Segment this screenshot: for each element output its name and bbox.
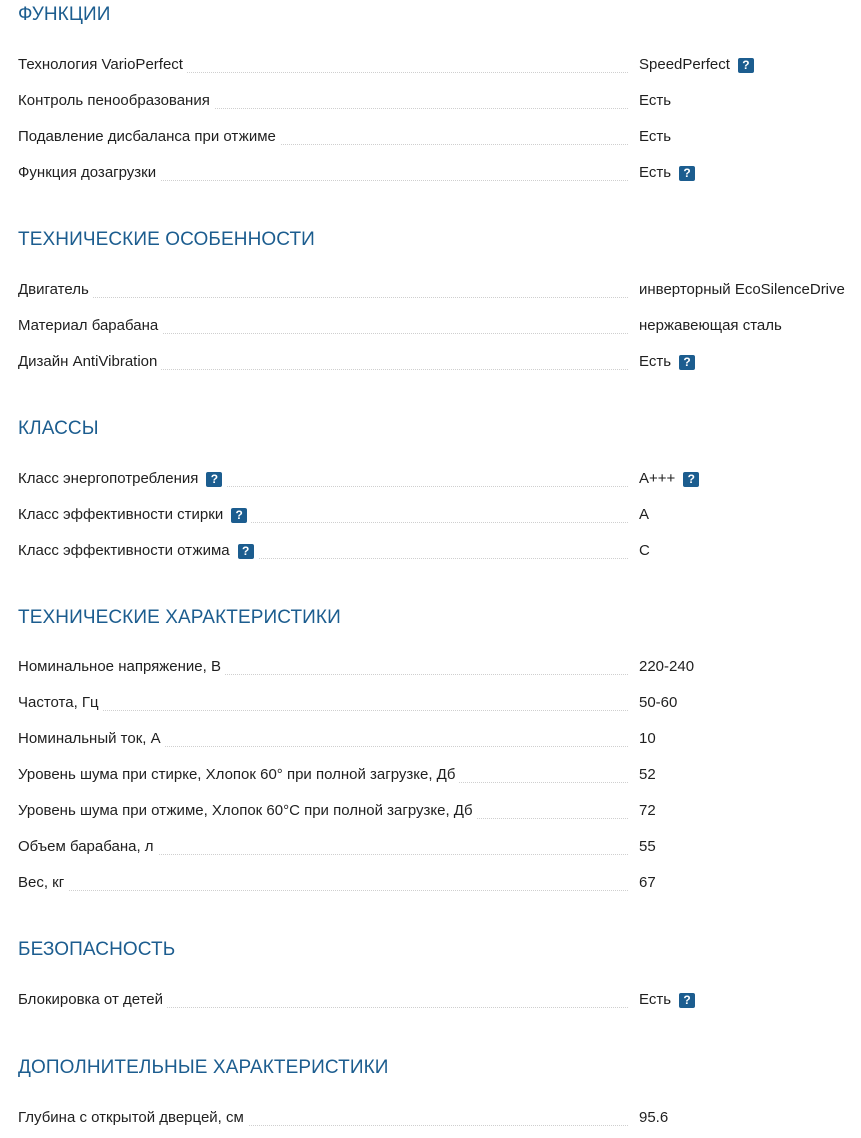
spec-label: Номинальное напряжение, В [18,657,225,677]
spec-label: Класс эффективности отжима ? [18,541,258,561]
spec-value: Есть [639,128,672,145]
spec-value: Есть ? [639,163,695,183]
spec-row [18,837,861,859]
spec-label: Материал барабана [18,316,162,336]
spec-row [18,801,861,823]
spec-label: Класс эффективности стирки ? [18,505,251,525]
spec-value: 67 [639,874,656,891]
spec-row [18,55,861,77]
help-icon[interactable]: ? [679,355,695,370]
spec-value: A [639,506,650,523]
section-title-functions: ФУНКЦИИ [18,4,111,25]
spec-label: Глубина с открытой дверцей, см [18,1108,248,1128]
spec-label: Номинальный ток, А [18,729,165,749]
spec-row [18,127,861,149]
help-icon[interactable]: ? [683,472,699,487]
spec-label: Класс энергопотребления ? [18,469,226,489]
spec-value: 55 [639,838,656,855]
spec-value: 72 [639,802,656,819]
spec-label: Уровень шума при отжиме, Хлопок 60°C при полной загрузке, Дб [18,801,477,821]
spec-label: Уровень шума при стирке, Хлопок 60° при полной загрузке, Дб [18,765,459,785]
spec-value: 10 [639,730,656,747]
spec-row [18,765,861,787]
spec-row [18,873,861,895]
spec-row [18,729,861,751]
spec-row [18,541,861,563]
spec-label: Вес, кг [18,873,68,893]
spec-value: Есть ? [639,990,695,1010]
spec-row [18,469,861,491]
spec-value: 50-60 [639,694,678,711]
section-title-safety: БЕЗОПАСНОСТЬ [18,939,176,960]
spec-value: 220-240 [639,658,695,675]
spec-label: Дизайн AntiVibration [18,352,161,372]
spec-row [18,505,861,527]
help-icon[interactable]: ? [738,58,754,73]
spec-row [18,316,861,338]
spec-value: C [639,542,650,559]
spec-value: Есть ? [639,352,695,372]
help-icon[interactable]: ? [679,993,695,1008]
spec-row [18,352,861,374]
help-icon[interactable]: ? [238,544,254,559]
section-title-additional: ДОПОЛНИТЕЛЬНЫЕ ХАРАКТЕРИСТИКИ [18,1057,389,1078]
spec-label: Технология VarioPerfect [18,55,187,75]
spec-label: Функция дозагрузки [18,163,160,183]
spec-value: SpeedPerfect ? [639,55,754,75]
help-icon[interactable]: ? [679,166,695,181]
spec-row [18,163,861,185]
spec-row [18,1108,861,1130]
spec-value: 95.6 [639,1109,669,1126]
section-title-classes: КЛАССЫ [18,418,99,439]
spec-value: нержавеющая сталь [639,317,782,334]
spec-value: инверторный EcoSilenceDrive [639,281,845,298]
spec-row [18,280,861,302]
spec-label: Подавление дисбаланса при отжиме [18,127,280,147]
spec-row [18,657,861,679]
spec-value: 52 [639,766,656,783]
spec-label: Двигатель [18,280,93,300]
spec-value: A+++ ? [639,469,699,489]
spec-label: Контроль пенообразования [18,91,214,111]
help-icon[interactable]: ? [231,508,247,523]
spec-row [18,990,861,1012]
section-title-technical-features: ТЕХНИЧЕСКИЕ ОСОБЕННОСТИ [18,229,315,250]
spec-row [18,91,861,113]
spec-label: Объем барабана, л [18,837,158,857]
help-icon[interactable]: ? [206,472,222,487]
section-title-technical-specs: ТЕХНИЧЕСКИЕ ХАРАКТЕРИСТИКИ [18,607,341,628]
spec-label: Частота, Гц [18,693,103,713]
spec-row [18,693,861,715]
spec-value: Есть [639,92,672,109]
spec-label: Блокировка от детей [18,990,167,1010]
